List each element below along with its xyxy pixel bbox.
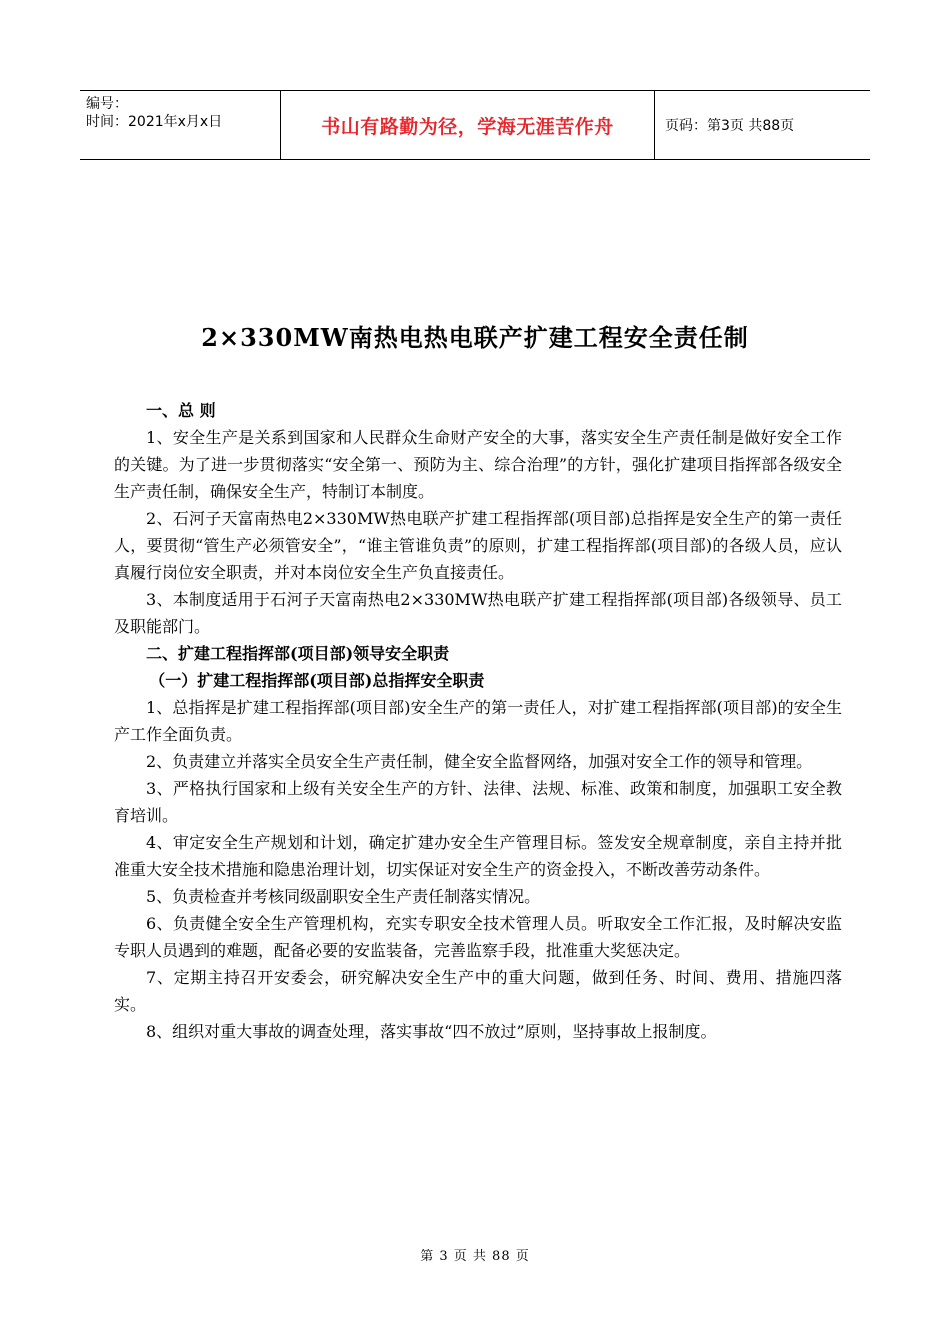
paragraph: 5、负责检查并考核同级副职安全生产责任制落实情况。 — [146, 887, 541, 906]
page-footer: 第 3 页 共 88 页 — [420, 1249, 530, 1264]
header-motto: 书山有路勤为径，学海无涯苦作舟 — [281, 91, 655, 159]
document-number-label: 编号： — [86, 96, 128, 112]
paragraph: 3、本制度适用于石河子天富南热电2×330MW热电联产扩建工程指挥部(项目部)各级领导、员工及职能部门。 — [114, 590, 842, 636]
paragraph: 7、定期主持召开安委会，研究解决安全生产中的重大问题，做到任务、时间、费用、措施四落实。 — [114, 968, 842, 1014]
document-title: 2×330MW南热电热电联产扩建工程安全责任制 — [201, 323, 749, 352]
paragraph: 2、石河子天富南热电2×330MW热电联产扩建工程指挥部(项目部)总指挥是安全生产的第一责任人，要贯彻“管生产必须管安全”，“谁主管谁负责”的原则，扩建工程指挥部(项目部)的各级人员，应认真履行岗位安全职责，并对本岗位安全生产负直接责任。 — [114, 509, 842, 582]
document-time-label: 时间：2021年x月x日 — [86, 114, 223, 130]
header-meta — [80, 91, 281, 159]
paragraph: 3、严格执行国家和上级有关安全生产的方针、法律、法规、标准、政策和制度，加强职工安全教育培训。 — [114, 779, 842, 825]
paragraph: 1、安全生产是关系到国家和人民群众生命财产安全的大事，落实安全生产责任制是做好安全工作的关键。为了进一步贯彻落实“安全第一、预防为主、综合治理”的方针，强化扩建项目指挥部各级安全生产责任制，确保安全生产，特制订本制度。 — [114, 428, 842, 501]
section-heading: 二、扩建工程指挥部(项目部)领导安全职责 — [146, 644, 450, 663]
paragraph: 4、审定安全生产规划和计划，确定扩建办安全生产管理目标。签发安全规章制度，亲自主持并批准重大安全技术措施和隐患治理计划，切实保证对安全生产的资金投入，不断改善劳动条件。 — [114, 833, 842, 879]
subsection-heading: （一）扩建工程指挥部(项目部)总指挥安全职责 — [149, 671, 485, 690]
page-header — [80, 90, 870, 160]
paragraph: 2、负责建立并落实全员安全生产责任制，健全安全监督网络，加强对安全工作的领导和管理。 — [146, 752, 813, 771]
section-heading: 一、总 则 — [146, 401, 216, 420]
document-body — [114, 397, 842, 1045]
paragraph: 1、总指挥是扩建工程指挥部(项目部)安全生产的第一责任人，对扩建工程指挥部(项目部)的安全生产工作全面负责。 — [114, 698, 842, 744]
header-page-code: 页码：第3页 共88页 — [665, 118, 795, 134]
paragraph: 8、组织对重大事故的调查处理，落实事故“四不放过”原则，坚持事故上报制度。 — [146, 1022, 717, 1041]
paragraph: 6、负责健全安全生产管理机构，充实专职安全技术管理人员。听取安全工作汇报，及时解决安监专职人员遇到的难题，配备必要的安监装备，完善监察手段，批准重大奖惩决定。 — [114, 914, 842, 960]
